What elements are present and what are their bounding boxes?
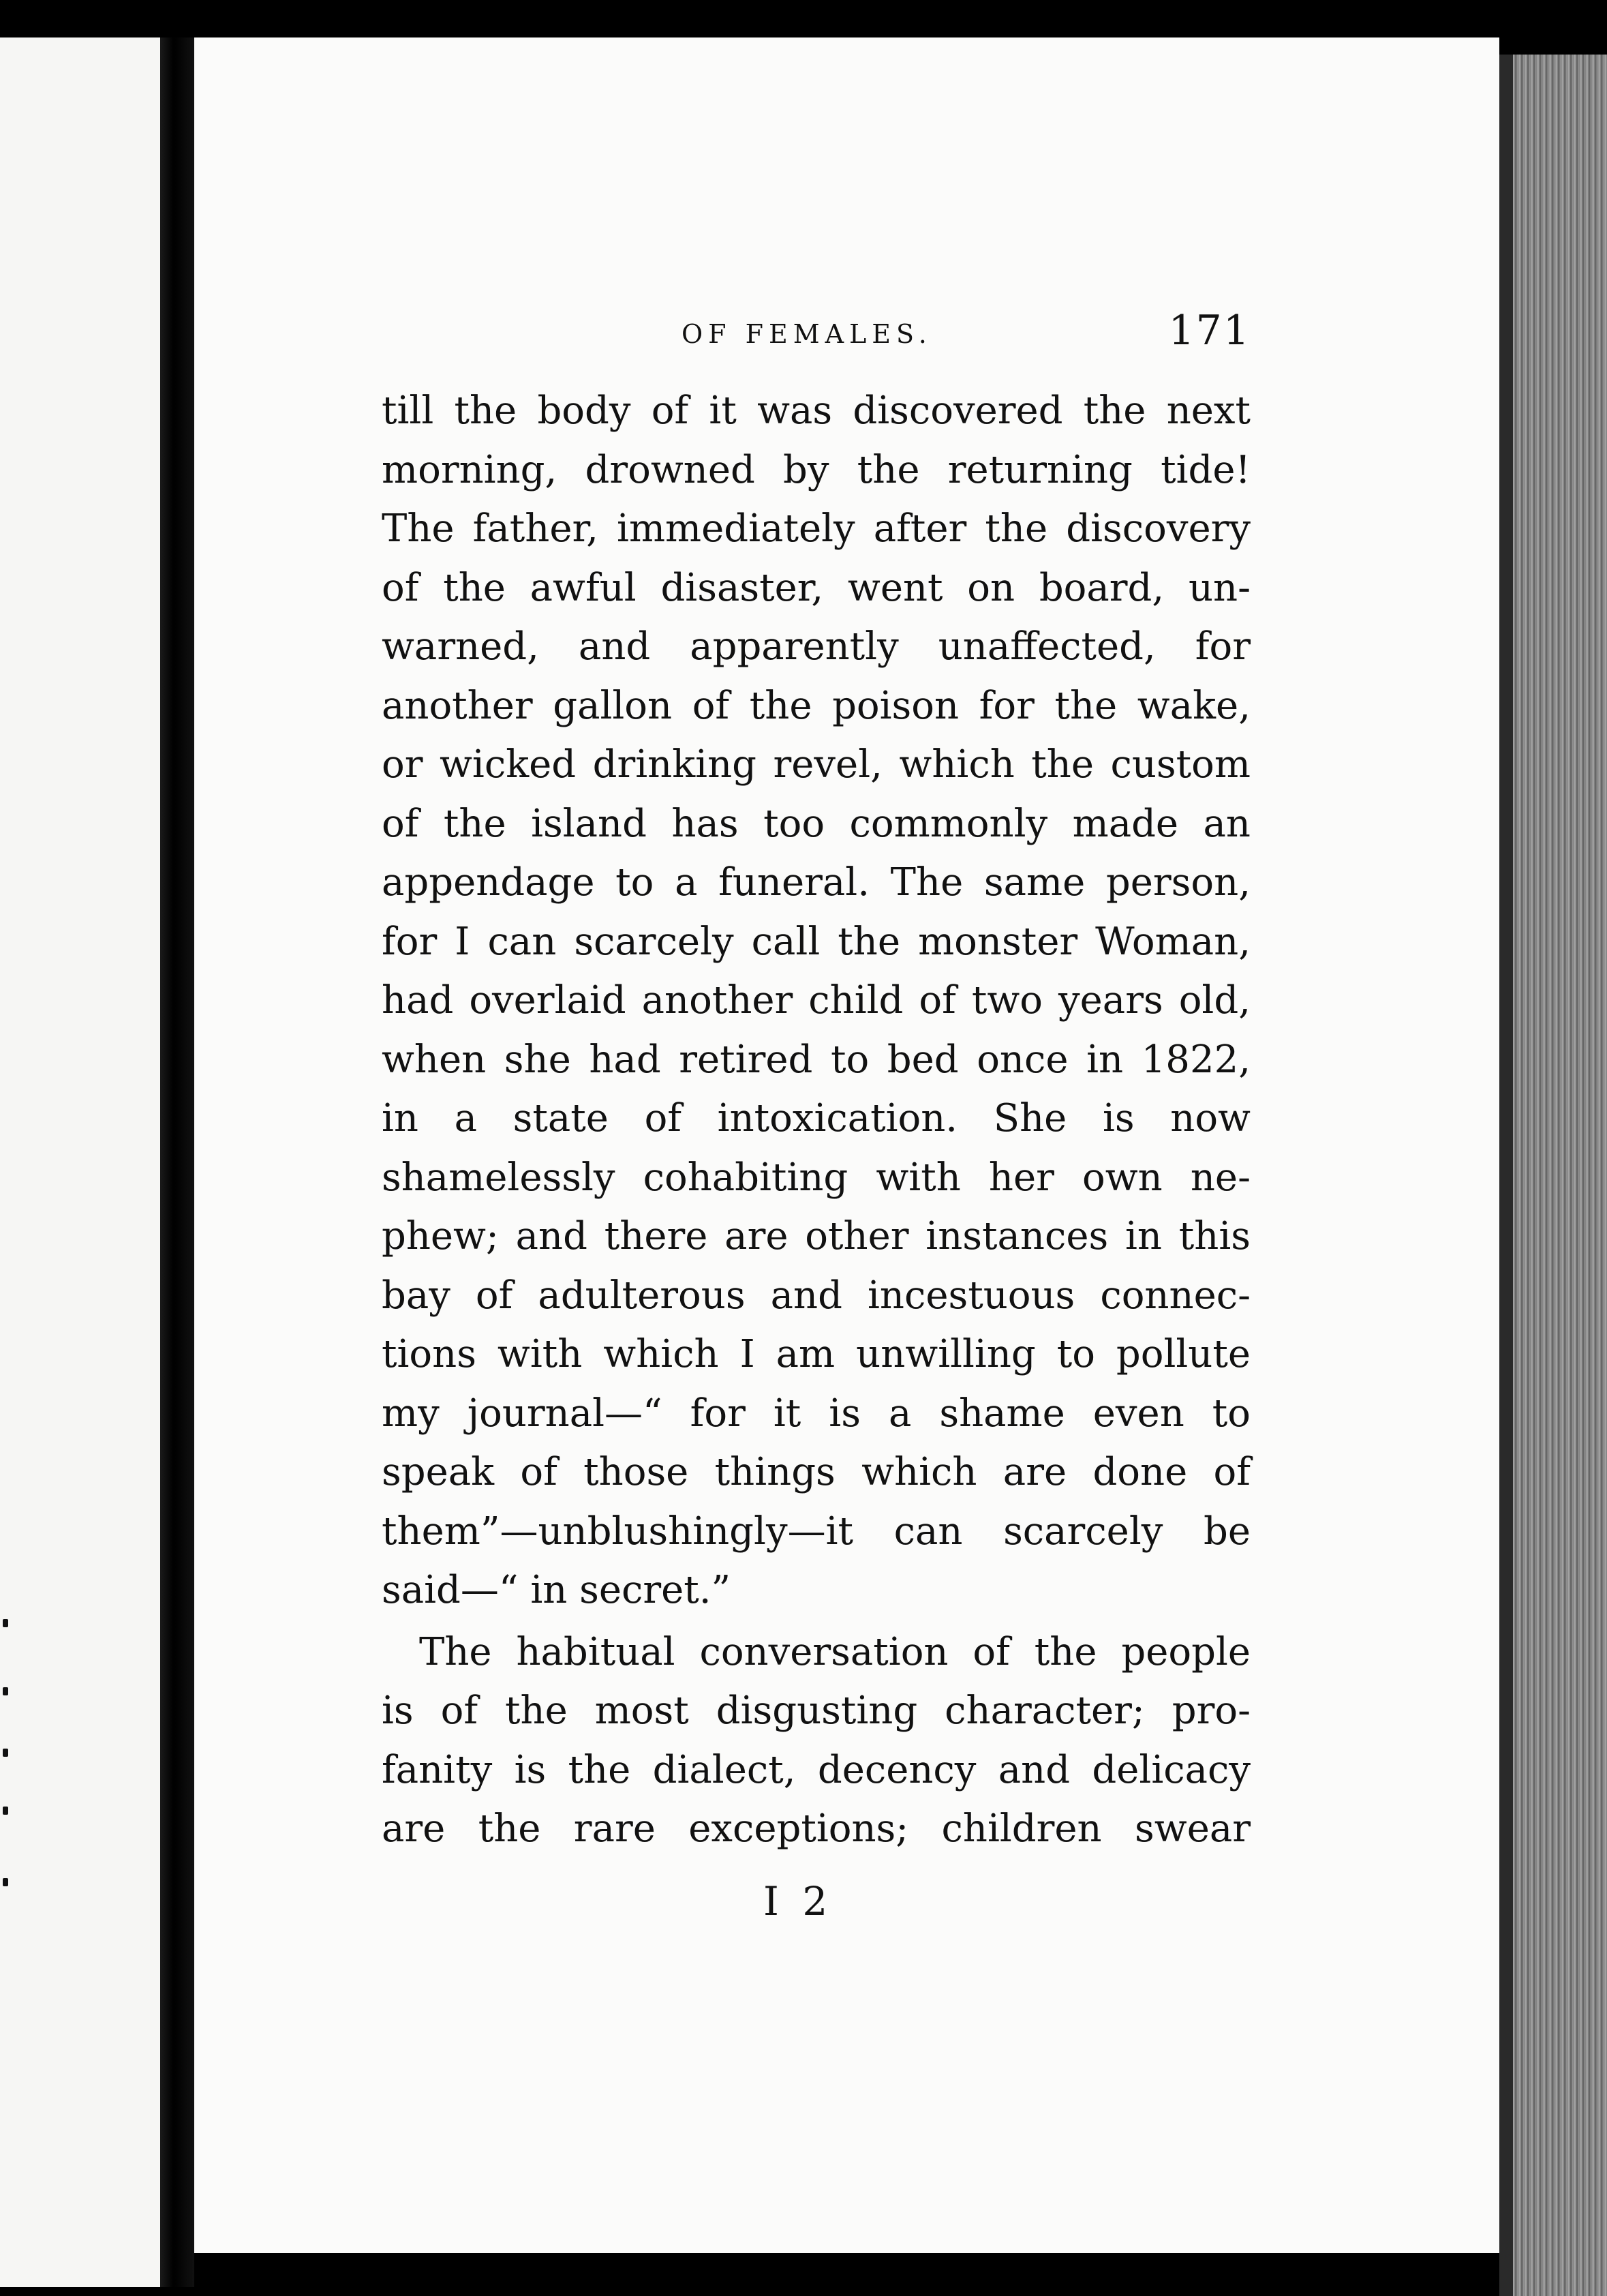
paragraph-1 <box>382 382 1251 1620</box>
text-line: till the body of it was discovered the next <box>382 389 1251 433</box>
text-line: my journal—“ for it is a shame even to <box>382 1391 1251 1436</box>
page-text-block <box>382 307 1251 1859</box>
running-head <box>382 307 1251 382</box>
text-line: are the rare exceptions; children swear <box>382 1807 1251 1851</box>
signature-mark: I 2 <box>763 1878 833 1924</box>
paragraph-2 <box>382 1623 1251 1859</box>
text-line: tions with which I am unwilling to pollute <box>382 1332 1251 1376</box>
text-line: them”—unblushingly—it can scarcely be <box>382 1509 1251 1554</box>
text-line: when she had retired to bed once in 1822, <box>382 1037 1251 1082</box>
text-line: shamelessly cohabiting with her own ne- <box>382 1155 1251 1200</box>
text-line: of the awful disaster, went on board, un- <box>382 565 1251 610</box>
book-gutter <box>160 37 194 2287</box>
text-line: is of the most disgusting character; pro- <box>382 1689 1251 1733</box>
text-line: appendage to a funeral. The same person, <box>382 860 1251 905</box>
text-line: phew; and there are other instances in this <box>382 1214 1251 1258</box>
text-line: morning, drowned by the returning tide! <box>382 447 1251 492</box>
text-line: speak of those things which are done of <box>382 1450 1251 1494</box>
page-number: 171 <box>1168 307 1251 354</box>
text-line: of the island has too commonly made an <box>382 801 1251 846</box>
running-title: OF FEMALES. <box>682 319 932 349</box>
text-line: had overlaid another child of two years old, <box>382 978 1251 1023</box>
text-line: The habitual conversation of the people <box>419 1629 1251 1674</box>
text-line: or wicked drinking revel, which the custom <box>382 742 1251 787</box>
previous-page-text-fragments <box>0 1619 14 1933</box>
text-line: another gallon of the poison for the wake, <box>382 683 1251 728</box>
previous-page-edge <box>0 37 160 2287</box>
text-line: The father, immediately after the discovery <box>382 507 1251 551</box>
text-line: bay of adulterous and incestuous connec- <box>382 1273 1251 1318</box>
text-line: warned, and apparently unaffected, for <box>382 624 1251 669</box>
page-edge-shadow <box>1499 55 1513 2296</box>
text-line: fanity is the dialect, decency and delicacy <box>382 1747 1251 1792</box>
text-line: in a state of intoxication. She is now <box>382 1096 1251 1141</box>
page-fore-edge <box>1499 55 1607 2296</box>
scan-bottom-border <box>194 2253 1499 2296</box>
text-line: for I can scarcely call the monster Woman, <box>382 919 1251 964</box>
text-line: said—“ in secret.” <box>382 1568 731 1612</box>
